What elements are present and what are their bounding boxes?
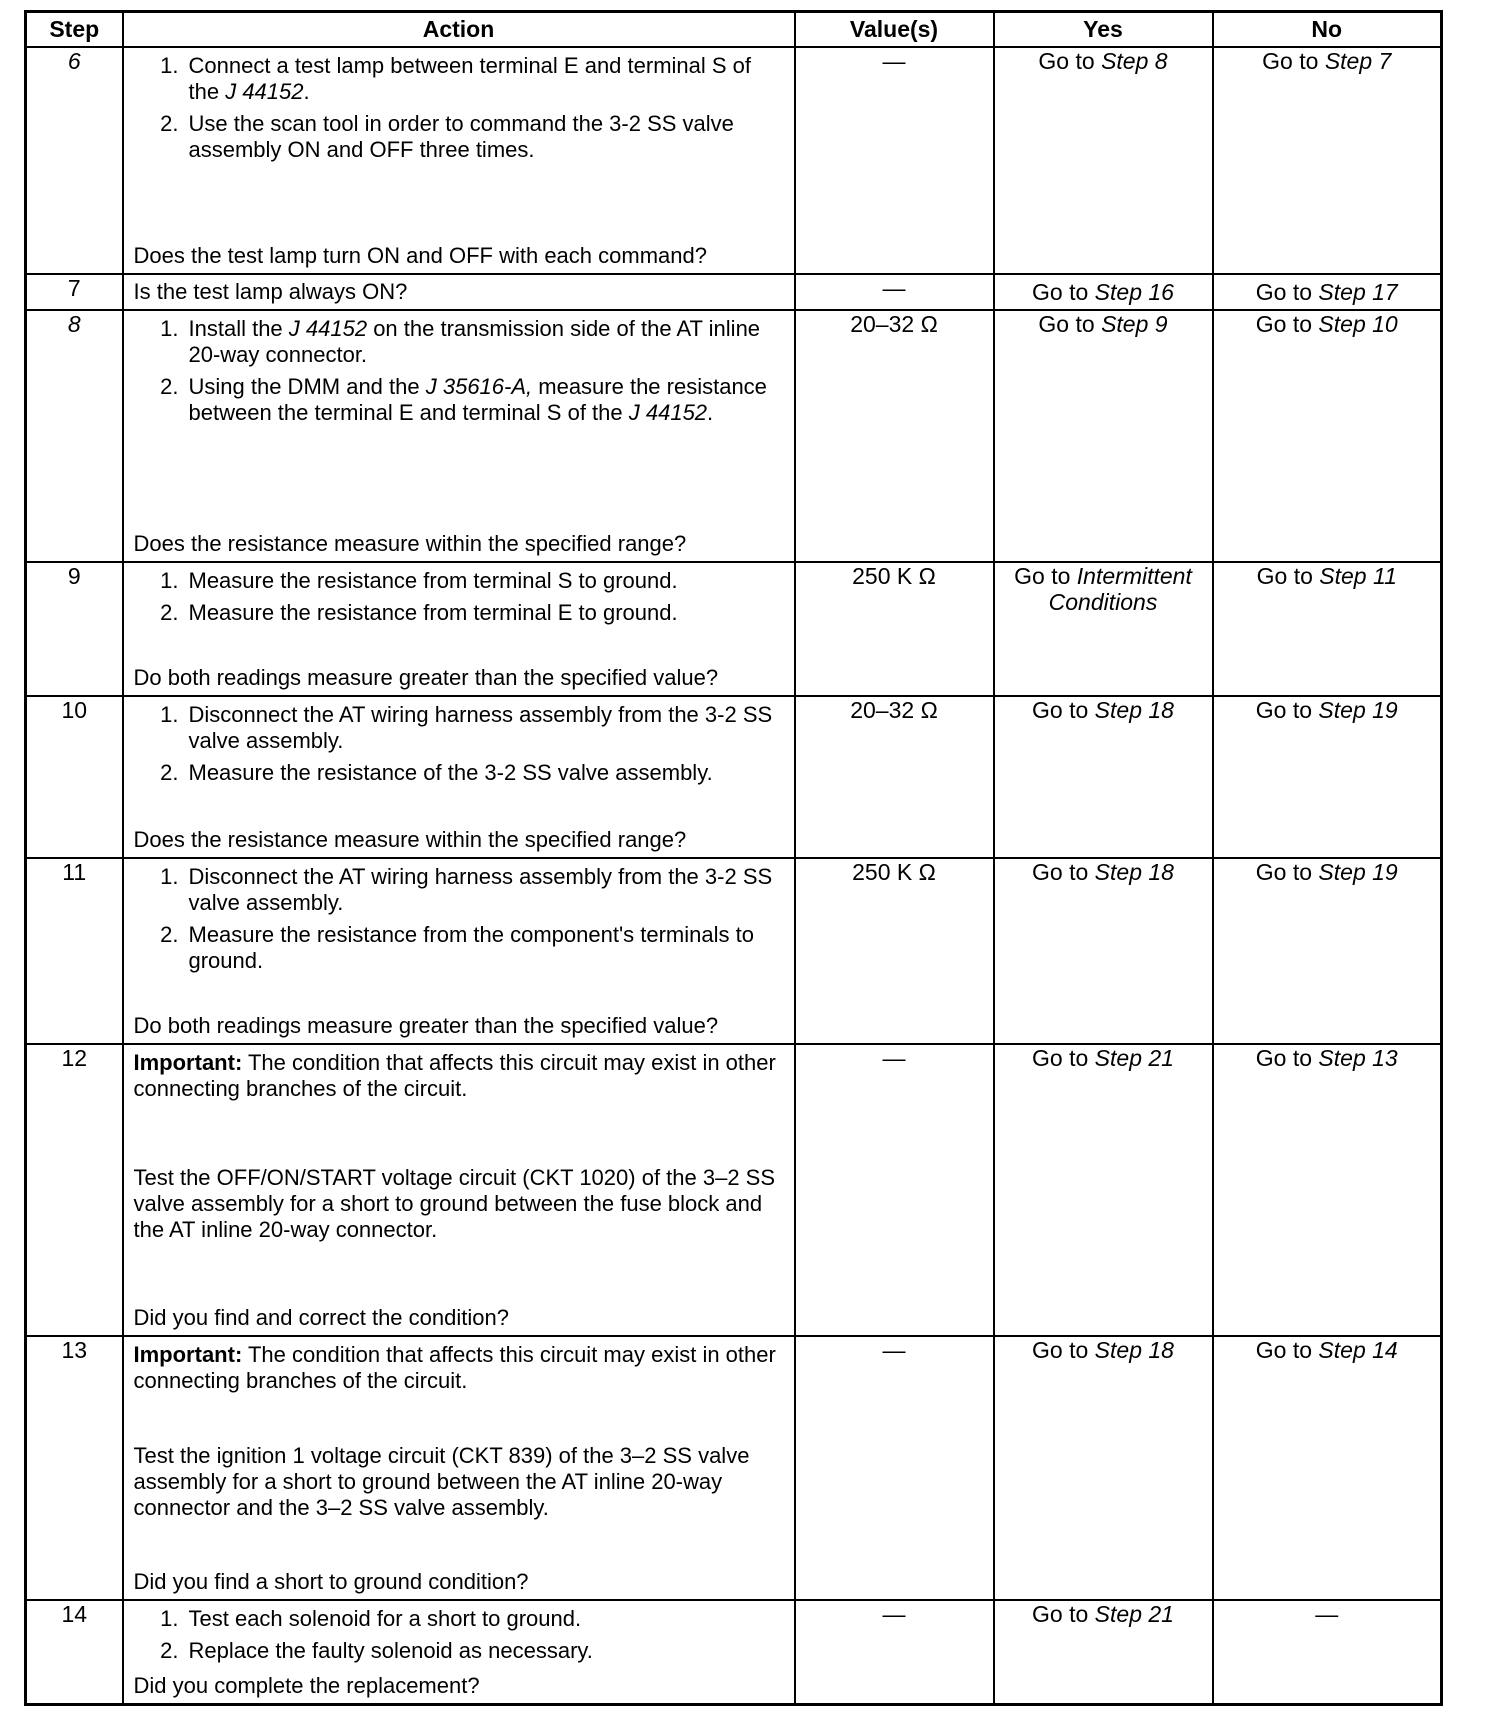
table-row: [26, 1336, 1442, 1600]
header-no: No: [1213, 12, 1442, 48]
list-item: 1. Measure the resistance from terminal S to ground.: [160, 568, 678, 593]
yes-cell: Go to Step 18: [994, 696, 1213, 858]
no-cell: Go to Step 14: [1213, 1336, 1442, 1600]
question-text: Did you find and correct the condition?: [133, 1305, 509, 1330]
value-cell: 250 K Ω: [795, 562, 994, 696]
question-text: Does the resistance measure within the specified range?: [133, 827, 687, 852]
yes-cell: Go to Step 9: [994, 310, 1213, 562]
value-cell: 20–32 Ω: [795, 696, 994, 858]
no-cell: Go to Step 10: [1213, 310, 1442, 562]
yes-step-link[interactable]: Step 18: [1094, 1337, 1174, 1363]
list-item: 1. Test each solenoid for a short to ground.: [160, 1606, 582, 1631]
no-step-link[interactable]: Step 10: [1318, 311, 1398, 337]
step-number: 14: [26, 1600, 123, 1705]
header-yes: Yes: [994, 12, 1213, 48]
question-text: Does the resistance measure within the specified range?: [133, 531, 687, 556]
question-text: Do both readings measure greater than the specified value?: [133, 1013, 719, 1038]
yes-cell: Go to Step 21: [994, 1600, 1213, 1705]
yes-cell: Go to Step 21: [994, 1044, 1213, 1336]
yes-step-link[interactable]: Step 21: [1094, 1045, 1174, 1071]
step-number: 8: [26, 310, 123, 562]
table-row: [26, 562, 1442, 696]
no-step-link[interactable]: Step 7: [1324, 48, 1392, 74]
no-cell: Go to Step 7: [1213, 47, 1442, 274]
yes-step-link[interactable]: Step 21: [1094, 1601, 1174, 1627]
action-cell: [123, 310, 795, 562]
action-cell: [123, 562, 795, 696]
table-row: [26, 858, 1442, 1044]
question-text: Is the test lamp always ON?: [133, 279, 408, 304]
list-item: 2. Using the DMM and the J 35616-A, measure the resistance between the terminal E and terminal S of the J 44152.: [160, 374, 767, 425]
table-row: [26, 1044, 1442, 1336]
no-step-link[interactable]: Step 13: [1318, 1045, 1398, 1071]
no-cell: Go to Step 17: [1213, 274, 1442, 310]
action-cell: [123, 274, 795, 310]
yes-cell: Go to Step 16: [994, 274, 1213, 310]
table-row: [26, 274, 1442, 310]
list-item: 1. Connect a test lamp between terminal E and terminal S of the J 44152.: [160, 53, 752, 104]
yes-step-link[interactable]: Intermittent: [1076, 563, 1192, 589]
question-text: Do both readings measure greater than the specified value?: [133, 665, 719, 690]
value-cell: —: [795, 1336, 994, 1600]
no-step-link[interactable]: Step 11: [1319, 563, 1397, 589]
list-item: 2. Measure the resistance from the component's terminals to ground.: [160, 922, 754, 973]
list-item: 2. Use the scan tool in order to command the 3-2 SS valve assembly ON and OFF three times.: [160, 111, 734, 162]
header-values: Value(s): [795, 12, 994, 48]
action-cell: [123, 47, 795, 274]
important-note: Important: The condition that affects this circuit may exist in other connecting branches of the circuit.: [133, 1342, 776, 1393]
list-item: 1. Disconnect the AT wiring harness assembly from the 3-2 SS valve assembly.: [160, 864, 773, 915]
table-row: [26, 696, 1442, 858]
no-cell: Go to Step 19: [1213, 696, 1442, 858]
no-step-link[interactable]: Step 17: [1318, 279, 1398, 305]
list-item: 2. Replace the faulty solenoid as necessary.: [160, 1638, 593, 1663]
step-number: 7: [26, 274, 123, 310]
value-cell: —: [795, 1600, 994, 1705]
yes-step-link[interactable]: Step 9: [1101, 311, 1168, 337]
value-cell: 250 K Ω: [795, 858, 994, 1044]
yes-cell: Go to Step 18: [994, 1336, 1213, 1600]
list-item: 2. Measure the resistance of the 3-2 SS valve assembly.: [160, 760, 713, 785]
value-cell: —: [795, 274, 994, 310]
table-header-row: [26, 12, 1442, 48]
action-cell: [123, 696, 795, 858]
list-item: 1. Install the J 44152 on the transmission side of the AT inline 20-way connector.: [160, 316, 761, 367]
no-cell: Go to Step 13: [1213, 1044, 1442, 1336]
yes-step-link-line2[interactable]: Conditions: [1048, 589, 1158, 615]
list-item: 2. Measure the resistance from terminal E to ground.: [160, 600, 678, 625]
step-number: 10: [26, 696, 123, 858]
no-cell: Go to Step 19: [1213, 858, 1442, 1044]
important-note: Important: The condition that affects this circuit may exist in other connecting branches of the circuit.: [133, 1050, 776, 1101]
action-cell: [123, 1044, 795, 1336]
action-cell: [123, 1336, 795, 1600]
step-number: 6: [26, 47, 123, 274]
diagnostic-procedure-table: [24, 10, 1443, 1706]
question-text: Did you complete the replacement?: [133, 1673, 480, 1698]
value-cell: —: [795, 47, 994, 274]
action-instruction: Test the ignition 1 voltage circuit (CKT 839) of the 3–2 SS valve assembly for a short to ground between the AT inline 20-way connector and the 3–2 SS valve assembly.: [133, 1442, 750, 1520]
yes-step-link[interactable]: Step 18: [1094, 697, 1174, 723]
action-cell: [123, 858, 795, 1044]
action-instruction: Test the OFF/ON/START voltage circuit (CKT 1020) of the 3–2 SS valve assembly for a short to ground between the fuse block and the AT inline 20-way connector.: [133, 1164, 776, 1242]
header-action: Action: [123, 12, 795, 48]
step-number: 11: [26, 858, 123, 1044]
no-cell: —: [1213, 1600, 1442, 1705]
value-cell: —: [795, 1044, 994, 1336]
step-number: 12: [26, 1044, 123, 1336]
list-item: 1. Disconnect the AT wiring harness assembly from the 3-2 SS valve assembly.: [160, 702, 773, 753]
yes-step-link[interactable]: Step 8: [1101, 48, 1168, 74]
question-text: Does the test lamp turn ON and OFF with each command?: [133, 243, 707, 268]
action-cell: [123, 1600, 795, 1705]
yes-step-link[interactable]: Step 16: [1094, 279, 1174, 305]
header-step: Step: [26, 12, 123, 48]
no-step-link[interactable]: Step 14: [1318, 1337, 1398, 1363]
no-step-link[interactable]: Step 19: [1318, 697, 1398, 723]
no-cell: Go to Step 11: [1213, 562, 1442, 696]
yes-cell: Go to Step 8: [994, 47, 1213, 274]
step-number: 9: [26, 562, 123, 696]
yes-cell: Go to Step 18: [994, 858, 1213, 1044]
step-number: 13: [26, 1336, 123, 1600]
table-row: [26, 47, 1442, 274]
value-cell: 20–32 Ω: [795, 310, 994, 562]
table-row: [26, 310, 1442, 562]
question-text: Did you find a short to ground condition?: [133, 1569, 529, 1594]
yes-step-link[interactable]: Step 18: [1094, 859, 1174, 885]
no-step-link[interactable]: Step 19: [1318, 859, 1398, 885]
yes-cell: Go to Intermittent Conditions: [994, 562, 1213, 696]
table-row: [26, 1600, 1442, 1705]
